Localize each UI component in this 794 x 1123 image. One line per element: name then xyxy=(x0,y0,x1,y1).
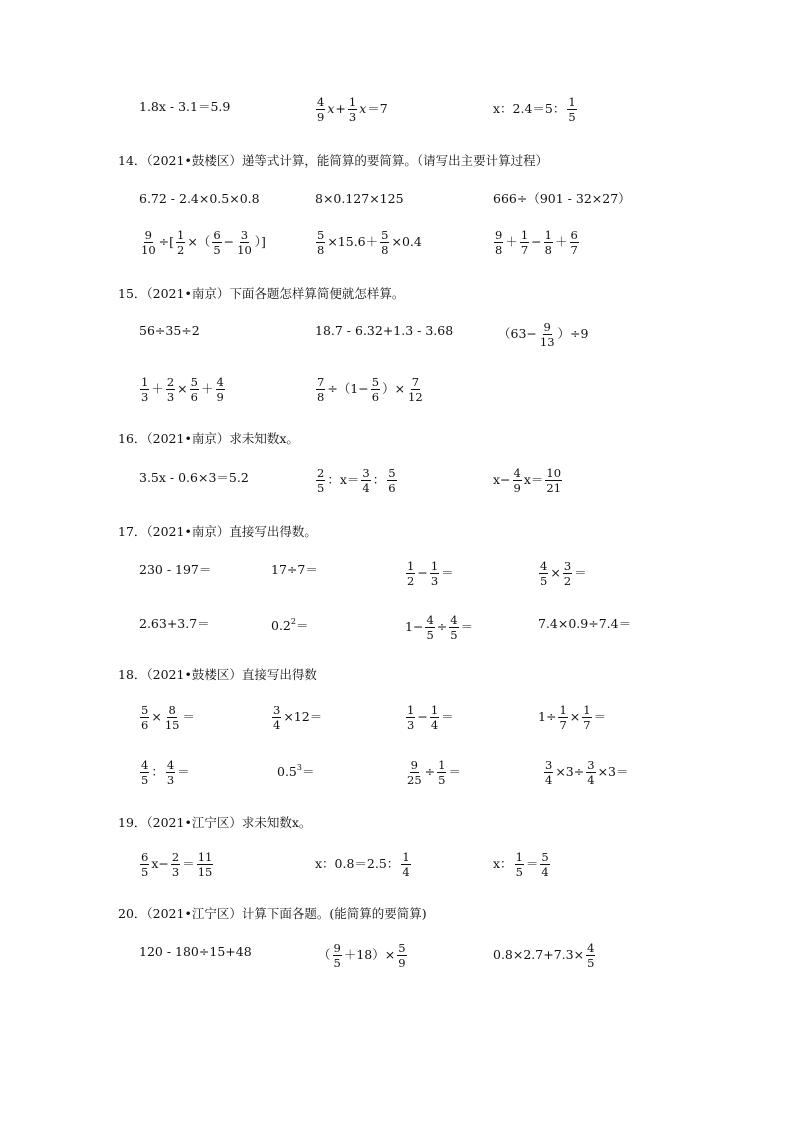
q19-expr-2: x：0.8＝2.5： $\frac{1}{4}$ xyxy=(315,850,410,880)
fraction: $\frac{2}{5}$ xyxy=(317,466,325,496)
fraction: $\frac{5}{6}$ xyxy=(141,703,149,733)
q14-header: 14．（2021•鼓楼区）递等式计算，能简算的要简算。（请写出主要计算过程） xyxy=(118,153,549,168)
fraction: $\frac{1}{4}$ xyxy=(402,850,410,880)
fraction: $\frac{3}{4}$ xyxy=(587,758,595,788)
q17-expr-8: 7.4×0.9÷7.4＝ xyxy=(538,616,632,631)
fraction: $\frac{9}{13}$ xyxy=(539,320,555,350)
q18-header: 18．（2021•鼓楼区）直接写出得数 xyxy=(118,667,317,682)
q17-header: 17．（2021•南京）直接写出得数。 xyxy=(118,524,317,539)
q13-expr-1: 1.8x - 3.1＝5.9 xyxy=(139,99,231,114)
q15-expr-3: （63− $\frac{9}{13}$ ）÷9 xyxy=(498,320,589,350)
fraction: $\frac{6}{5}$ xyxy=(213,228,221,258)
fraction: $\frac{4}{5}$ xyxy=(141,758,149,788)
q15-expr-5: $\frac{7}{8}$ ÷（1− $\frac{5}{6}$ ）× $\frac{7}{12}$ xyxy=(317,375,423,405)
fraction: $\frac{2}{3}$ xyxy=(166,375,175,405)
fraction: $\frac{9}{25}$ xyxy=(407,758,422,788)
fraction: $\frac{7}{8}$ xyxy=(317,375,325,405)
q14-expr-6: $\frac{9}{8}$ ＋ $\frac{1}{7}$ − $\frac{1}{8}$ ＋ $\frac{6}{7}$ xyxy=(495,228,578,258)
q20-expr-2: （ $\frac{9}{5}$ ＋18）× $\frac{5}{9}$ xyxy=(318,941,406,971)
q14-expr-3: 666÷（901 - 32×27） xyxy=(493,191,631,206)
fraction: $\frac{1}{5}$ xyxy=(438,758,446,788)
q17-expr-5: 2.63+3.7＝ xyxy=(139,616,210,631)
fraction: $\frac{1}{3}$ xyxy=(141,375,149,405)
fraction: $\frac{3}{4}$ xyxy=(273,703,281,733)
fraction: $\frac{1}{5}$ xyxy=(515,850,523,880)
fraction: $\frac{7}{12}$ xyxy=(408,375,423,405)
fraction: $\frac{5}{6}$ xyxy=(388,466,396,496)
fraction: $\frac{6}{7}$ xyxy=(570,228,578,258)
fraction: $\frac{4}{3}$ xyxy=(166,758,175,788)
q16-expr-1: 3.5x - 0.6×3＝5.2 xyxy=(139,470,249,485)
q18-expr-1: $\frac{5}{6}$ × $\frac{8}{15}$ ＝ xyxy=(141,703,195,733)
fraction: $\frac{1}{7}$ xyxy=(520,228,529,258)
q17-expr-1: 230 - 197＝ xyxy=(139,562,212,577)
fraction: $\frac{1}{3}$ xyxy=(407,703,415,733)
q19-expr-1: $\frac{6}{5}$ x− $\frac{2}{3}$ ＝ $\frac{11}{15}$ xyxy=(141,850,213,880)
q15-header: 15．（2021•南京）下面各题怎样算简便就怎样算。 xyxy=(118,286,405,301)
fraction: $\frac{9}{5}$ xyxy=(333,941,341,971)
fraction: $\frac{10}{21}$ xyxy=(546,466,562,496)
q17-expr-3: $\frac{1}{2}$ − $\frac{1}{3}$ ＝ xyxy=(407,559,454,589)
q17-expr-7: 1− $\frac{4}{5}$ ÷ $\frac{4}{5}$ ＝ xyxy=(405,613,474,643)
q15-expr-2: 18.7 - 6.32+1.3 - 3.68 xyxy=(315,323,454,338)
fraction: $\frac{1}{3}$ xyxy=(348,95,357,125)
fraction: $\frac{5}{4}$ xyxy=(541,850,549,880)
q19-header: 19．（2021•江宁区）求未知数x。 xyxy=(118,815,312,830)
fraction: $\frac{6}{5}$ xyxy=(141,850,149,880)
fraction: $\frac{4}{5}$ xyxy=(587,941,595,971)
q18-expr-8: $\frac{3}{4}$ ×3÷ $\frac{3}{4}$ ×3＝ xyxy=(545,758,629,788)
fraction: $\frac{3}{10}$ xyxy=(237,228,252,258)
fraction: $\frac{4}{5}$ xyxy=(540,559,548,589)
q16-header: 16．（2021•南京）求未知数x。 xyxy=(118,431,299,446)
fraction: $\frac{1}{4}$ xyxy=(430,703,439,733)
fraction: $\frac{5}{6}$ xyxy=(190,375,198,405)
fraction: $\frac{3}{4}$ xyxy=(362,466,370,496)
q18-expr-3: $\frac{1}{3}$ − $\frac{1}{4}$ ＝ xyxy=(407,703,454,733)
fraction: $\frac{1}{7}$ xyxy=(583,703,591,733)
q16-expr-3: x− $\frac{4}{9}$ x＝ $\frac{10}{21}$ xyxy=(493,466,562,496)
fraction: $\frac{1}{2}$ xyxy=(407,559,415,589)
fraction: $\frac{3}{4}$ xyxy=(545,758,553,788)
fraction: $\frac{4}{9}$ xyxy=(317,95,325,125)
q18-expr-2: $\frac{3}{4}$ ×12＝ xyxy=(273,703,323,733)
q13-expr-2: $\frac{4}{9}$ x + $\frac{1}{3}$ x ＝7 xyxy=(317,95,388,125)
fraction: $\frac{5}{8}$ xyxy=(381,228,389,258)
fraction: $\frac{4}{5}$ xyxy=(426,613,434,643)
fraction: $\frac{8}{15}$ xyxy=(164,703,180,733)
q17-expr-6: $0.2^2=$ xyxy=(271,617,309,633)
fraction: $\frac{1}{8}$ xyxy=(544,228,552,258)
q14-expr-2: 8×0.127×125 xyxy=(315,191,404,206)
q20-header: 20．（2021•江宁区）计算下面各题。(能简算的要简算) xyxy=(118,906,427,921)
fraction: $\frac{3}{2}$ xyxy=(563,559,572,589)
fraction: $\frac{5}{6}$ xyxy=(371,375,380,405)
fraction: $\frac{1}{3}$ xyxy=(430,559,439,589)
q16-expr-2: $\frac{2}{5}$ ：x＝ $\frac{3}{4}$ ： $\frac{5}{6}$ xyxy=(317,466,396,496)
fraction: $\frac{4}{9}$ xyxy=(216,375,224,405)
fraction: $\frac{1}{2}$ xyxy=(177,228,185,258)
q17-expr-2: 17÷7＝ xyxy=(271,562,318,577)
q18-expr-5: $\frac{4}{5}$ ： $\frac{4}{3}$ ＝ xyxy=(141,758,190,788)
q15-expr-1: 56÷35÷2 xyxy=(139,323,200,338)
q18-expr-4: 1÷ $\frac{1}{7}$ × $\frac{1}{7}$ ＝ xyxy=(538,703,607,733)
fraction: $\frac{1}{7}$ xyxy=(559,703,567,733)
fraction: $\frac{9}{10}$ xyxy=(141,228,156,258)
fraction: $\frac{5}{9}$ xyxy=(398,941,406,971)
fraction: $\frac{4}{9}$ xyxy=(513,466,521,496)
fraction: $\frac{11}{15}$ xyxy=(197,850,213,880)
q18-expr-7: $\frac{9}{25}$ ÷ $\frac{1}{5}$ ＝ xyxy=(407,758,461,788)
q20-expr-1: 120 - 180÷15+48 xyxy=(139,944,252,959)
fraction: $\frac{5}{8}$ xyxy=(317,228,325,258)
q17-expr-4: $\frac{4}{5}$ × $\frac{3}{2}$ ＝ xyxy=(540,559,587,589)
q14-expr-1: 6.72 - 2.4×0.5×0.8 xyxy=(139,191,260,206)
q13-expr-3: x：2.4＝5： $\frac{1}{5}$ xyxy=(493,95,576,125)
q14-expr-4: $\frac{9}{10}$ ÷[ $\frac{1}{2}$ ×（ $\frac{6}{5}$ − $\frac{3}{10}$ ）] xyxy=(141,228,266,258)
q18-expr-6: $0.5^3=$ xyxy=(277,763,315,779)
q15-expr-4: $\frac{1}{3}$ ＋ $\frac{2}{3}$ × $\frac{5}{6}$ ＋ $\frac{4}{9}$ xyxy=(141,375,224,405)
fraction: $\frac{2}{3}$ xyxy=(171,850,180,880)
fraction: $\frac{4}{5}$ xyxy=(450,613,458,643)
q19-expr-3: x： $\frac{1}{5}$ ＝ $\frac{5}{4}$ xyxy=(493,850,549,880)
q20-expr-3: 0.8×2.7+7.3× $\frac{4}{5}$ xyxy=(493,941,595,971)
q14-expr-5: $\frac{5}{8}$ ×15.6＋ $\frac{5}{8}$ ×0.4 xyxy=(317,228,422,258)
fraction: $\frac{1}{5}$ xyxy=(568,95,576,125)
fraction: $\frac{9}{8}$ xyxy=(495,228,503,258)
